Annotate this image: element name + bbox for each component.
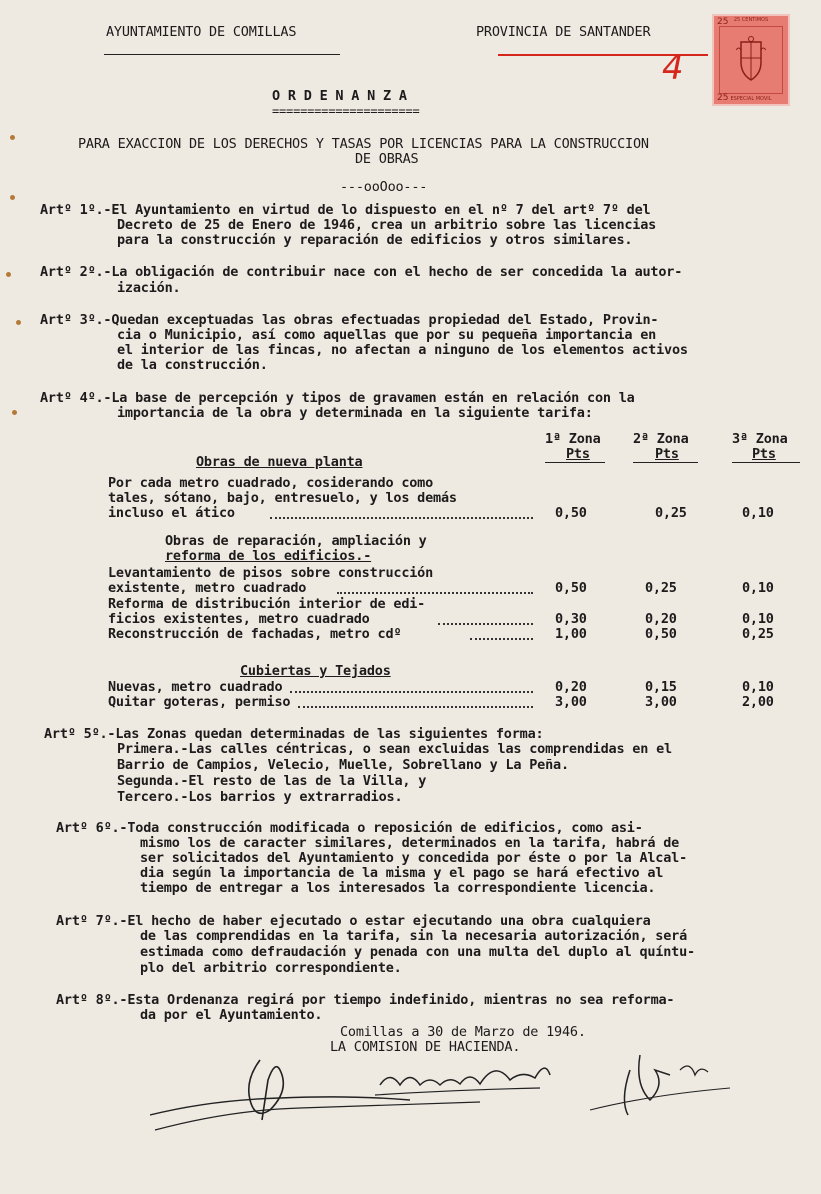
row1-line-3: incluso el ático	[108, 505, 235, 521]
row5-value-1: 0,20	[555, 679, 587, 695]
margin-mark	[16, 320, 21, 325]
margin-mark	[12, 410, 17, 415]
section-title-new-works: Obras de nueva planta	[196, 454, 363, 470]
stamp-bottom-text: ESPECIAL MOVIL	[730, 96, 772, 102]
margin-mark	[6, 272, 11, 277]
row5-value-2: 0,15	[645, 679, 677, 695]
subtitle-line-1: PARA EXACCION DE LOS DERECHOS Y TASAS POR LICENCIAS PARA LA CONSTRUCCION	[78, 136, 649, 152]
row2-line-2: existente, metro cuadrado	[108, 580, 307, 596]
art5-line-3: Barrio de Campios, Velecio, Muelle, Sobrellano y La Peña.	[117, 757, 569, 773]
zone-header-3: 3ª Zona	[732, 431, 788, 447]
row3-value-1: 0,30	[555, 611, 587, 627]
unit-rule-3	[732, 462, 800, 463]
row6-value-2: 3,00	[645, 694, 677, 710]
header-right: PROVINCIA DE SANTANDER	[476, 24, 651, 40]
art8-line-2: da por el Ayuntamiento.	[140, 1007, 323, 1023]
coat-of-arms-icon	[736, 36, 766, 82]
row3-value-3: 0,10	[742, 611, 774, 627]
art4-line-1: Artº 4º.-La base de percepción y tipos de gravamen están en relación con la	[40, 390, 635, 406]
row6-value-3: 2,00	[742, 694, 774, 710]
art7-line-4: plo del arbitrio correspondiente.	[140, 960, 402, 976]
signatures	[150, 1040, 750, 1135]
leader-dots	[298, 706, 533, 708]
art2-line-2: ización.	[117, 280, 181, 296]
row6-value-1: 3,00	[555, 694, 587, 710]
row3-line-1: Reforma de distribución interior de edi-	[108, 596, 426, 612]
art7-line-3: estimada como defraudación y penada con una multa del duplo al quíntu-	[140, 944, 695, 960]
row3-line-2: ficios existentes, metro cuadrado	[108, 611, 370, 627]
art5-line-1: Artº 5º.-Las Zonas quedan determinadas de las siguientes forma:	[44, 726, 544, 742]
row4-value-2: 0,50	[645, 626, 677, 642]
unit-rule-2	[633, 462, 698, 463]
row6-line-1: Quitar goteras, permiso	[108, 694, 291, 710]
art1-line-3: para la construcción y reparación de edificios y otros similares.	[117, 232, 633, 248]
margin-mark	[10, 135, 15, 140]
art3-line-1: Artº 3º.-Quedan exceptuadas las obras efectuadas propiedad del Estado, Provin-	[40, 312, 659, 328]
title-rule: =====================	[272, 104, 420, 118]
section-title-repairs-1: Obras de reparación, ampliación y	[165, 533, 427, 549]
leader-dots	[270, 517, 533, 519]
art3-line-4: de la construcción.	[117, 357, 268, 373]
row5-line-1: Nuevas, metro cuadrado	[108, 679, 283, 695]
row1-line-1: Por cada metro cuadrado, cosiderando como	[108, 475, 434, 491]
row2-value-1: 0,50	[555, 580, 587, 596]
header-left: AYUNTAMIENTO DE COMILLAS	[106, 24, 297, 40]
ornament: ---ooOoo---	[340, 179, 428, 195]
section-title-repairs-2: reforma de los edificios.-	[165, 548, 372, 564]
row1-line-2: tales, sótano, bajo, entresuelo, y los demás	[108, 490, 457, 506]
row4-value-1: 1,00	[555, 626, 587, 642]
revenue-stamp	[712, 14, 790, 106]
section-title-roofs: Cubiertas y Tejados	[240, 663, 391, 679]
row4-line-1: Reconstrucción de fachadas, metro cdº	[108, 626, 402, 642]
art1-line-2: Decreto de 25 de Enero de 1946, crea un arbitrio sobre las licencias	[117, 217, 657, 233]
leader-dots	[470, 638, 533, 640]
row1-value-1: 0,50	[555, 505, 587, 521]
row3-value-2: 0,20	[645, 611, 677, 627]
art6-line-5: tiempo de entregar a los interesados la correspondiente licencia.	[140, 880, 656, 896]
art6-line-1: Artº 6º.-Toda construcción modificada o reposición de edificios, como asi-	[56, 820, 643, 836]
subtitle-line-2: DE OBRAS	[355, 151, 419, 167]
row1-value-2: 0,25	[655, 505, 687, 521]
header-left-rule	[104, 54, 340, 55]
art8-line-1: Artº 8º.-Esta Ordenanza regirá por tiempo indefinido, mientras no sea reforma-	[56, 992, 675, 1008]
row1-value-3: 0,10	[742, 505, 774, 521]
stamp-value-top: 25	[717, 17, 729, 27]
zone-header-1: 1ª Zona	[545, 431, 601, 447]
row2-value-2: 0,25	[645, 580, 677, 596]
art4-line-2: importancia de la obra y determinada en la siguiente tarifa:	[117, 405, 593, 421]
art6-line-2: mismo los de caracter similares, determinados en la tarifa, habrá de	[140, 835, 680, 851]
unit-header-3: Pts	[752, 446, 776, 462]
zone-header-2: 2ª Zona	[633, 431, 689, 447]
margin-mark	[10, 195, 15, 200]
place-date: Comillas a 30 de Marzo de 1946.	[340, 1024, 586, 1040]
leader-dots	[438, 623, 533, 625]
art6-line-3: ser solicitados del Ayuntamiento y concedida por éste o por la Alcal-	[140, 850, 688, 866]
art7-line-2: de las comprendidas en la tarifa, sin la necesaria autorización, será	[140, 928, 688, 944]
leader-dots	[337, 592, 533, 594]
art1-line-1: Artº 1º.-El Ayuntamiento en virtud de lo dispuesto en el nº 7 del artº 7º del	[40, 202, 651, 218]
row2-value-3: 0,10	[742, 580, 774, 596]
art5-line-2: Primera.-Las calles céntricas, o sean excluidas las comprendidas en el	[117, 741, 672, 757]
unit-rule-1	[545, 462, 605, 463]
stamp-value-bottom: 25	[717, 93, 729, 103]
handwritten-number: 4	[662, 48, 684, 88]
row4-value-3: 0,25	[742, 626, 774, 642]
unit-header-2: Pts	[655, 446, 679, 462]
row2-line-1: Levantamiento de pisos sobre construcción	[108, 565, 434, 581]
art5-line-5: Tercero.-Los barrios y extrarradios.	[117, 789, 403, 805]
stamp-top-text: 25 CENTIMOS	[733, 17, 769, 23]
unit-header-1: Pts	[566, 446, 590, 462]
art3-line-2: cia o Municipio, así como aquellas que por su pequeña importancia en	[117, 327, 657, 343]
art5-line-4: Segunda.-El resto de las de la Villa, y	[117, 773, 427, 789]
art2-line-1: Artº 2º.-La obligación de contribuir nace con el hecho de ser concedida la autor-	[40, 264, 683, 280]
committee: LA COMISION DE HACIENDA.	[330, 1039, 521, 1055]
row5-value-3: 0,10	[742, 679, 774, 695]
art6-line-4: dia según la importancia de la misma y el pago se hará efectivo al	[140, 865, 664, 881]
page-title: O R D E N A N Z A	[272, 88, 407, 104]
art3-line-3: el interior de las fincas, no afectan a ninguno de los elementos activos	[117, 342, 688, 358]
leader-dots	[290, 691, 533, 693]
art7-line-1: Artº 7º.-El hecho de haber ejecutado o estar ejecutando una obra cualquiera	[56, 913, 651, 929]
